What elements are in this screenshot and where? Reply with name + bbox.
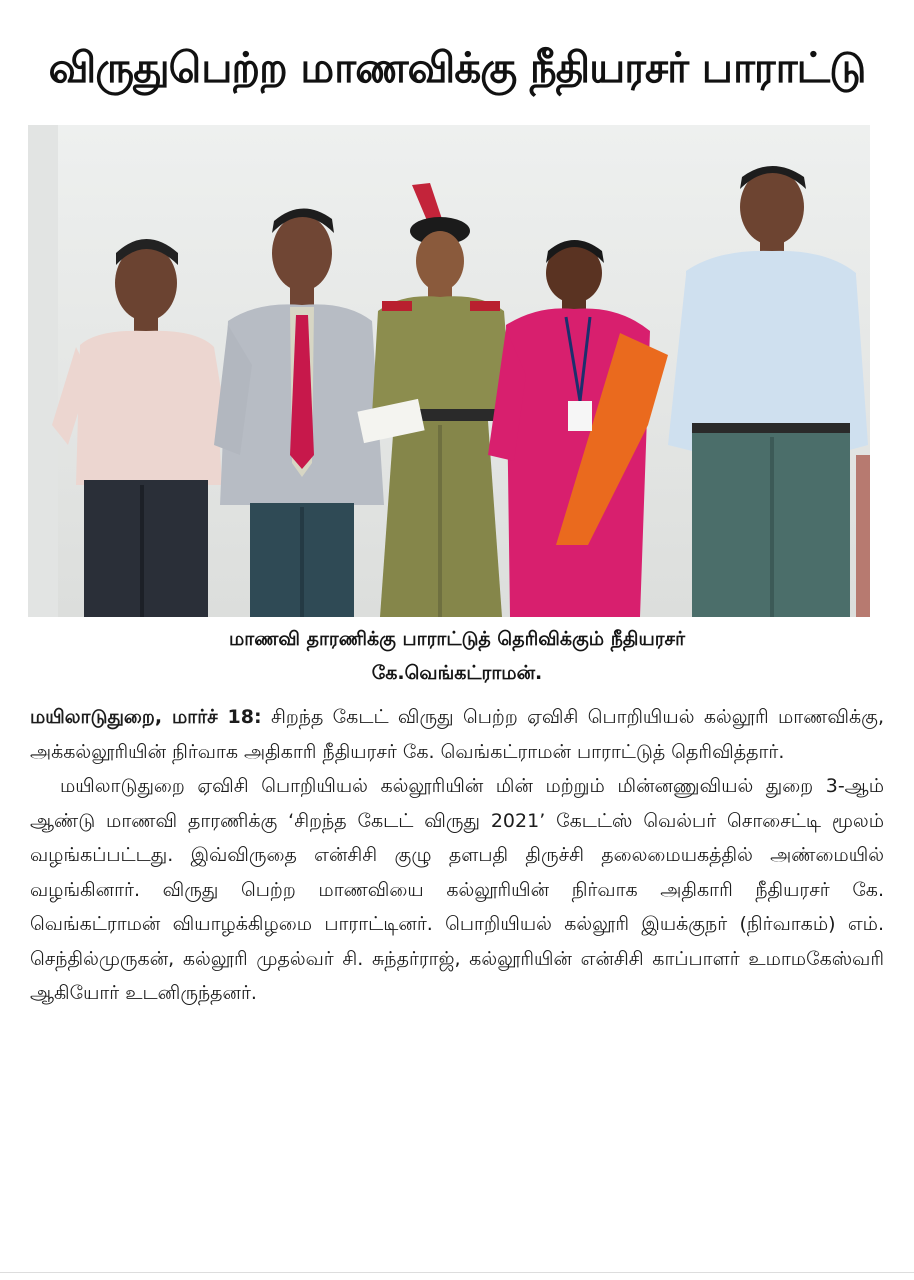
- article-paragraph: மயிலாடுதுறை ஏவிசி பொறியியல் கல்லூரியின் மின் மற்றும் மின்னணுவியல் துறை 3-ஆம் ஆண்டு மாணவி தாரணிக்கு ‘சிறந்த கேடட் விருது 2021’ கேடட்ஸ் வெல்பர் சொசைட்டி மூலம் வழங்கப்பட்டது. இவ்விருதை என்சிசி குழு தளபதி திருச்சி தலைமையகத்தில் அண்மையில் வழங்கினார். விருது பெற்ற மாணவியை கல்லூரியின் நிர்வாக அதிகாரி நீதியரசர் கே. வெங்கட்ராமன் வியாழக்கிழமை பாராட்டினர். பொறியியல் கல்லூரி இயக்குநர் (நிர்வாகம்) எம். செந்தில்முருகன், கல்லூரி முதல்வர் சி. சுந்தர்ராஜ், கல்லூரியின் என்சிசி காப்பாளர் உமாமகேஸ்வரி ஆகியோர் உடனிருந்தனர்.: [30, 775, 884, 1004]
- headline: விருதுபெற்ற மாணவிக்கு நீதியரசர் பாராட்டு: [48, 43, 866, 92]
- caption-line-2: கே.வெங்கட்ராமன்.: [371, 662, 543, 684]
- news-photo: [28, 125, 870, 617]
- article-lead: சிறந்த கேடட் விருது பெற்ற ஏவிசி பொறியியல் கல்லூரி மாணவிக்கு, அக்கல்லூரியின் நிர்வாக அதிகாரி நீதியரசர் கே. வெங்கட்ராமன் பாராட்டுத் தெரிவித்தார்.: [30, 706, 884, 763]
- photo-caption: [30, 622, 884, 690]
- dateline: மயிலாடுதுறை, மார்ச் 18:: [30, 706, 262, 728]
- article-body: [30, 700, 884, 1011]
- caption-line-1: மாணவி தாரணிக்கு பாராட்டுத் தெரிவிக்கும் நீதியரசர்: [229, 628, 685, 650]
- article-lead-paragraph: [30, 700, 884, 769]
- page-bottom-rule: [0, 1272, 914, 1273]
